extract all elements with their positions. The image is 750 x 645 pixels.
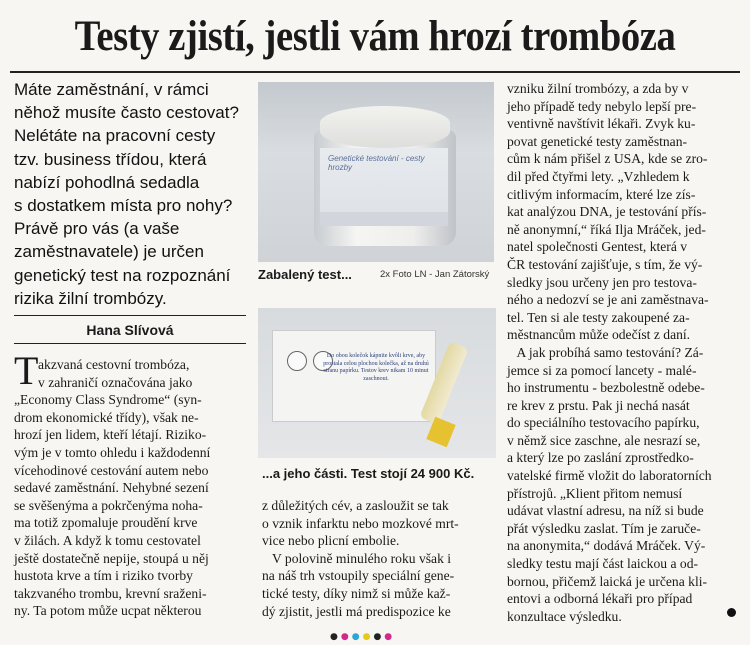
text-line: ně anonymní,“ říká Ilja Mráček, jed- bbox=[507, 221, 706, 237]
text-line: vícehodinové cestování autem nebo bbox=[14, 462, 209, 478]
text-line: přát výsledku zaslat. Tím je zaruče- bbox=[507, 520, 701, 536]
byline-rule-top bbox=[14, 315, 246, 316]
text-line: ny. Ta potom může ucpat některou bbox=[14, 603, 202, 619]
article-column-2 bbox=[262, 497, 496, 620]
article-column-1 bbox=[14, 356, 250, 620]
headline: Testy zjistí, jestli vám hrozí trombóza bbox=[74, 13, 676, 60]
photo-packaged-test bbox=[258, 82, 494, 262]
text-line: hrozí jen lidem, kteří létají. Riziko- bbox=[14, 427, 207, 443]
text-line: akzvaná cestovní trombóza, bbox=[38, 357, 190, 372]
text-line: sledky jsou určeny jen pro testova- bbox=[507, 274, 697, 290]
article-column-3 bbox=[507, 80, 742, 625]
lead-line: zaměstnavatele) je určen bbox=[14, 242, 204, 262]
jar-stripe bbox=[320, 212, 448, 226]
text-line: cům k nám přišel z USA, kde se zro- bbox=[507, 151, 708, 167]
text-line: se svěšenýma a pokrčenýma noha- bbox=[14, 497, 203, 513]
text-line: sledky testu mají část laickou a od- bbox=[507, 556, 699, 572]
text-line: vice nebo plicní embolie. bbox=[262, 533, 400, 549]
text-line: citlivým informacím, které lze zís- bbox=[507, 186, 696, 202]
text-line: v zahraničí označována jako bbox=[38, 374, 193, 390]
text-line: ještě dostatečně nepije, stoupá u něj bbox=[14, 550, 209, 566]
text-line: a který lze po zaslání zprostředko- bbox=[507, 450, 694, 466]
text-line: hustota krve a tím i riziko tvorby bbox=[14, 568, 193, 584]
text-line: ho instrumentu - bezbolestně odebe- bbox=[507, 380, 705, 396]
lead-line: genetický test na rozpoznání bbox=[14, 265, 231, 285]
lead-paragraph bbox=[14, 78, 252, 310]
lead-line: rizika žilní trombózy. bbox=[14, 288, 167, 308]
text-line: z důležitých cév, a zasloužit se tak bbox=[262, 498, 449, 513]
text-line: vzniku žilní trombózy, a zda by v bbox=[507, 81, 689, 96]
headline-rule bbox=[10, 71, 740, 73]
text-line: tické testy, díky nimž si může kaž- bbox=[262, 585, 451, 601]
text-line: na náš trh vstoupily speciální gene- bbox=[262, 568, 455, 584]
jar-lid bbox=[320, 106, 450, 148]
text-line: městnancům může odečíst z daní. bbox=[507, 327, 691, 343]
text-line: jemce si za pomocí lancety - malé- bbox=[507, 362, 697, 378]
text-line: na anonymita,“ dodává Mráček. Vý- bbox=[507, 538, 706, 554]
jar-label-text: Genetické testování - cesty hrozby bbox=[328, 154, 425, 172]
text-line: „Economy Class Syndrome“ (syn- bbox=[14, 392, 202, 408]
byline: Hana Slívová bbox=[86, 322, 174, 338]
lead-line: tzv. business třídou, která bbox=[14, 149, 207, 169]
text-line: vatelské firmě vložit do laboratorních bbox=[507, 468, 712, 484]
end-mark-icon bbox=[727, 608, 736, 617]
text-line: kat analýzou DNA, je testování přís- bbox=[507, 204, 707, 220]
photo-credit: 2x Foto LN - Jan Zátorský bbox=[380, 269, 490, 280]
photo-caption-1: Zabalený test... bbox=[258, 267, 352, 282]
blood-circle bbox=[287, 351, 307, 371]
lead-line: s dostatkem místa pro nohy? bbox=[14, 196, 233, 216]
text-line: o vznik infarktu nebo mozkové mrt- bbox=[262, 515, 459, 531]
text-line: udávat vlastní adresu, na níž si bude bbox=[507, 503, 704, 519]
test-card bbox=[272, 330, 436, 422]
dropcap: T bbox=[14, 348, 39, 393]
text-line: jeho případě tedy nebylo lepší pre- bbox=[507, 98, 697, 114]
text-line: dil před čtyřmi lety. „Vzhledem k bbox=[507, 168, 690, 184]
text-line: ventivně navštívit lékaři. Zvyk ku- bbox=[507, 116, 696, 132]
text-line: vým je v tomto ohledu i každodenní bbox=[14, 444, 211, 460]
text-line: do speciálního testovacího papírku, bbox=[507, 415, 700, 431]
text-line: přístrojů. „Klient přitom nemusí bbox=[507, 485, 683, 501]
text-line: entovi a odborná lékaři pro případ bbox=[507, 591, 693, 607]
text-line: A jak probíhá samo testování? Zá- bbox=[507, 344, 704, 360]
text-line: ČR testování zajišťuje, s tím, že vý- bbox=[507, 256, 703, 272]
jar-label bbox=[320, 148, 448, 212]
text-line: ného a nedozví se je ani zaměstnava- bbox=[507, 292, 709, 308]
print-registration-dots: ●●●●●● bbox=[330, 632, 396, 642]
text-line: dý zjistit, jestli má predispozice ke bbox=[262, 603, 451, 619]
text-line: tel. Ten si ale testy zakoupené za- bbox=[507, 309, 690, 325]
text-line: v němž sice zaschne, ale nesrazí se, bbox=[507, 432, 701, 448]
text-line: V polovině minulého roku však i bbox=[262, 550, 452, 566]
text-line: v žilách. A když k tomu cestovatel bbox=[14, 532, 201, 548]
lead-line: něhož musíte často cestovat? bbox=[14, 103, 239, 123]
text-line: natel společnosti Gentest, která v bbox=[507, 239, 688, 255]
text-line: takzvaného trombu, krevní sraženi- bbox=[14, 585, 207, 601]
photo-caption-2: ...a jeho části. Test stojí 24 900 Kč. bbox=[262, 466, 475, 481]
text-line: konzultace výsledku. bbox=[507, 608, 622, 624]
card-instructions: Do obou kolečok kápnite kvôli krve, aby prostala celou plochou kolečka, až na druhú stranu papírku. Testov krev nikam 10 minut zaschnout. bbox=[323, 353, 429, 382]
lead-line: Máte zaměstnání, v rámci bbox=[14, 80, 209, 99]
text-line: drom ekonomické třídy), však ne- bbox=[14, 409, 199, 425]
byline-rule-bottom bbox=[14, 343, 246, 344]
text-line: povat genetické testy zaměstnan- bbox=[507, 133, 688, 149]
text-line: sedavé zaměstnání. Nehybné sezení bbox=[14, 480, 209, 496]
lead-line: nabízí pohodlná sedadla bbox=[14, 172, 200, 192]
text-line: ma totiž zpomaluje proudění krve bbox=[14, 515, 198, 531]
lead-line: Právě pro vás (a vaše bbox=[14, 219, 180, 239]
text-line: re krev z prstu. Pak ji nechá nasát bbox=[507, 397, 690, 413]
photo-test-parts bbox=[258, 308, 496, 458]
text-line: bornou, přičemž laická je určena kli- bbox=[507, 573, 708, 589]
lead-line: Nelétáte na pracovní cesty bbox=[14, 126, 216, 146]
